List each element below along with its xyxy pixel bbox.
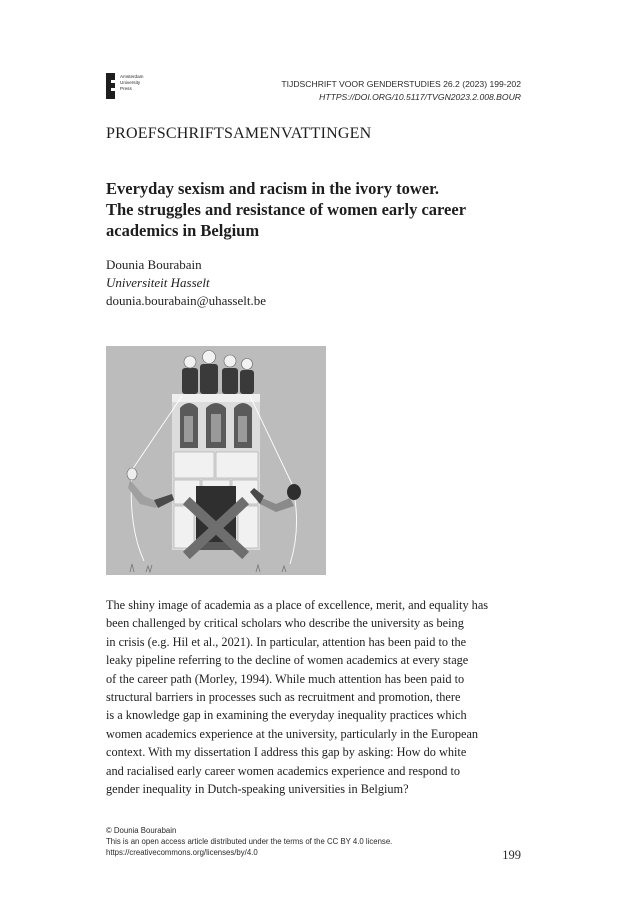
- title-line: The struggles and resistance of women early career: [106, 200, 467, 219]
- article-title: [106, 178, 526, 241]
- publisher-logo: [106, 73, 166, 99]
- body-line: leaky pipeline referring to the decline of women academics at every stage: [106, 653, 469, 668]
- body-line: women academics experience at the university, particularly in the European: [106, 726, 479, 741]
- ivory-tower-illustration: [106, 346, 326, 575]
- author-name: Dounia Bourabain: [106, 257, 202, 272]
- license-url[interactable]: https://creativecommons.org/licenses/by/4.0: [106, 847, 258, 857]
- body-line: of the career path (Morley, 1994). While much attention has been paid to: [106, 671, 465, 686]
- title-line: Everyday sexism and racism in the ivory tower.: [106, 179, 440, 198]
- journal-citation: TIJDSCHRIFT VOOR GENDERSTUDIES 26.2 (2023) 199-202: [281, 79, 521, 89]
- body-paragraph: [106, 596, 522, 798]
- body-line: and racialised early career women academics experience and respond to: [106, 763, 461, 778]
- body-line: in crisis (e.g. Hil et al., 2021). In particular, attention has been paid to the: [106, 634, 467, 649]
- author-email[interactable]: dounia.bourabain@uhasselt.be: [106, 293, 266, 308]
- license-footer: [106, 826, 392, 858]
- page-number: 199: [502, 848, 521, 862]
- body-line: gender inequality in Dutch-speaking universities in Belgium?: [106, 782, 409, 797]
- author-block: [106, 256, 266, 310]
- title-line: academics in Belgium: [106, 221, 260, 240]
- logo-text: Amsterdam University Press: [120, 74, 144, 92]
- body-line: been challenged by critical scholars who describe the university as being: [106, 616, 464, 631]
- journal-header: [281, 78, 521, 104]
- copyright-line: © Dounia Bourabain: [106, 826, 177, 835]
- section-heading: PROEFSCHRIFTSAMENVATTINGEN: [106, 125, 372, 142]
- author-affiliation: Universiteit Hasselt: [106, 275, 210, 290]
- body-line: structural barriers in processes such as recruitment and promotion, there: [106, 690, 461, 705]
- body-line: The shiny image of academia as a place of excellence, merit, and equality has: [106, 598, 489, 612]
- logo-mark: [106, 73, 115, 99]
- doi-link[interactable]: HTTPS://DOI.ORG/10.5117/TVGN2023.2.008.BOUR: [319, 92, 521, 102]
- body-line: is a knowledge gap in examining the everyday inequality practices which: [106, 708, 467, 723]
- license-line: This is an open access article distributed under the terms of the CC BY 4.0 license.: [106, 836, 393, 846]
- body-line: context. With my dissertation I address this gap by asking: How do white: [106, 745, 467, 760]
